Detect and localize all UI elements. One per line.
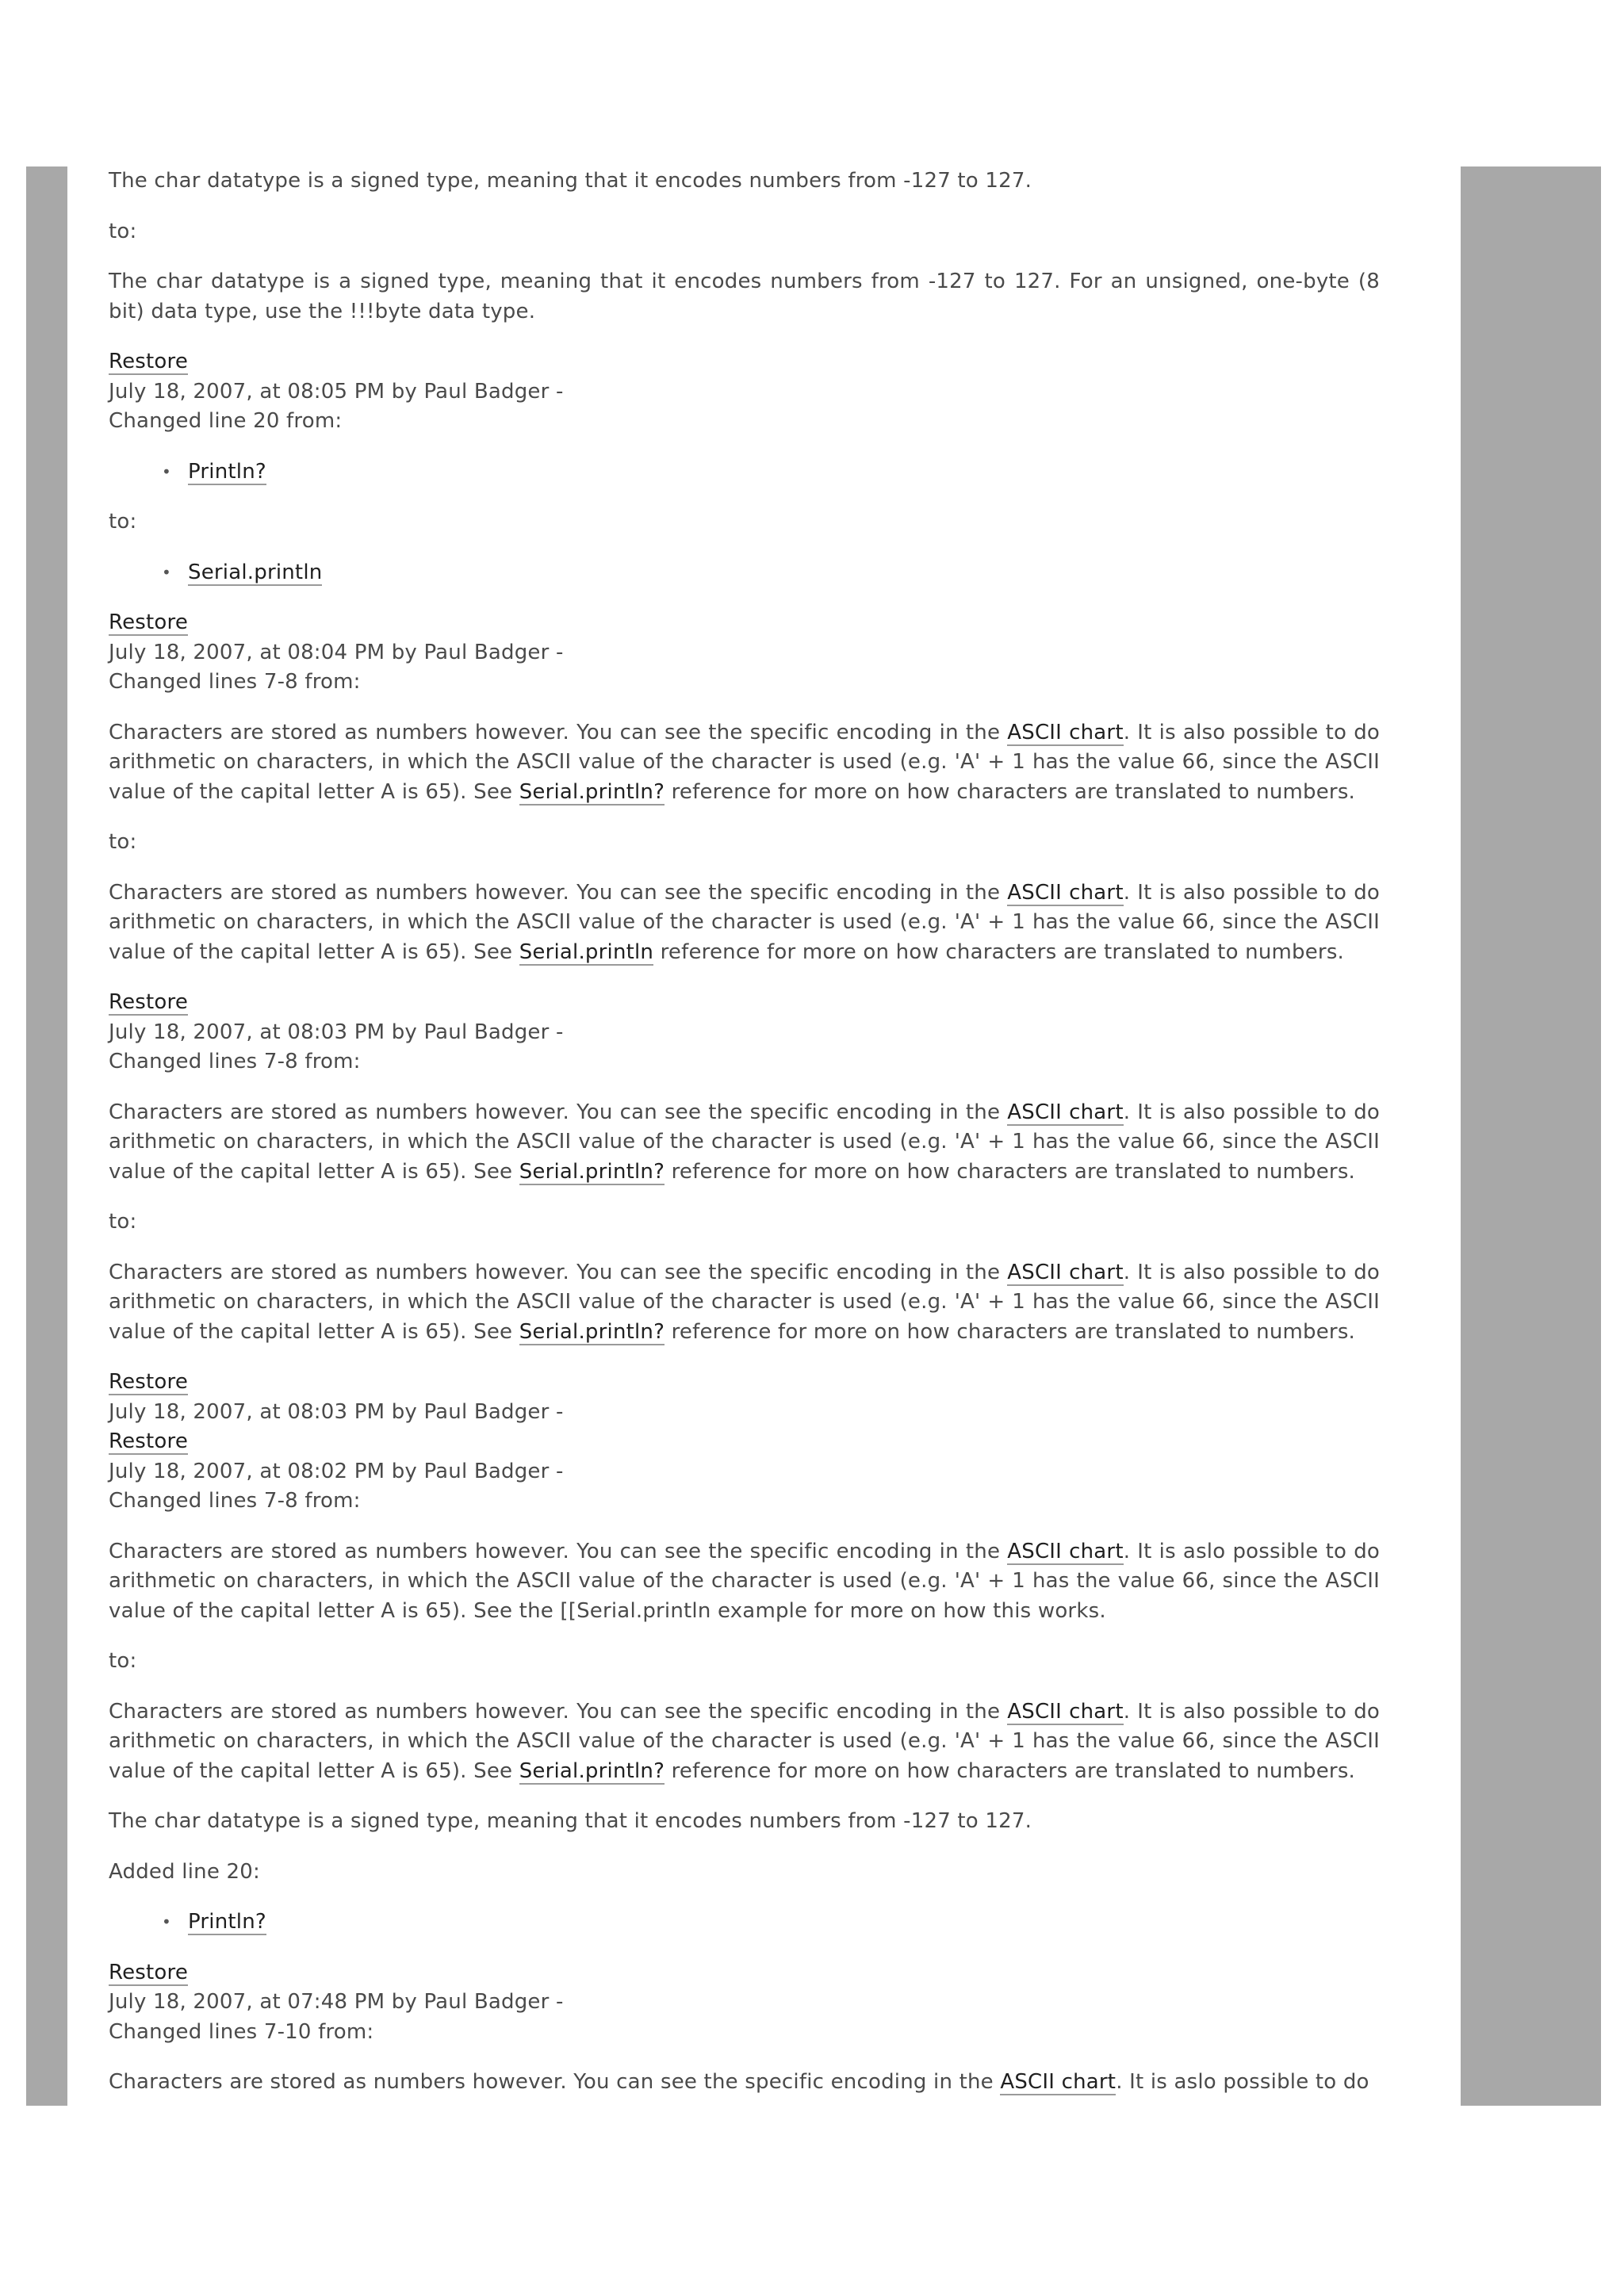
revision-entry [109, 1427, 1380, 1517]
reference-link[interactable]: ASCII chart [1007, 720, 1124, 744]
paragraph [109, 828, 1380, 858]
reference-link[interactable]: ASCII chart [1007, 880, 1124, 905]
reference-link[interactable]: Serial.println? [519, 1758, 665, 1783]
restore-line [109, 1958, 1380, 1988]
bullet-list [109, 457, 1380, 488]
revision-meta: July 18, 2007, at 08:04 PM by Paul Badger - [109, 640, 564, 664]
change-description: Changed lines 7-8 from: [109, 1050, 361, 1073]
paragraph-text: . It is aslo possible to do [1116, 2070, 1369, 2094]
paragraph [109, 718, 1380, 808]
reference-link[interactable]: Println? [188, 459, 266, 484]
paragraph-text: reference for more on how characters are translated to numbers. [665, 1319, 1356, 1344]
paragraph [109, 1098, 1380, 1188]
restore-link[interactable]: Restore [109, 1960, 189, 1984]
revision-meta: July 18, 2007, at 08:03 PM by Paul Badger - [109, 1399, 564, 1424]
revision-meta: July 18, 2007, at 08:02 PM by Paul Badger - [109, 1459, 564, 1483]
reference-link[interactable]: Println? [188, 1910, 266, 1934]
paragraph-text: Characters are stored as numbers however. You can see the specific encoding in the [109, 1539, 1008, 1563]
change-description: Changed line 20 from: [109, 409, 343, 433]
paragraph-text: . It is also possible to do arithmetic on characters, in which the ASCII value of the character is used (e.g. 'A' + 1 has the value 66, since the ASCII value of the capital letter A is 65). See [109, 1699, 1381, 1783]
paragraph [109, 507, 1380, 538]
paragraph [109, 1258, 1380, 1348]
reference-link[interactable]: Serial.println [519, 939, 654, 964]
change-description: Changed lines 7-8 from: [109, 1489, 361, 1513]
paragraph-text: to: [109, 510, 137, 534]
paragraph-text: reference for more on how characters are translated to numbers. [665, 1159, 1356, 1184]
restore-line [109, 988, 1380, 1018]
restore-line [109, 347, 1380, 377]
revision-entry [109, 347, 1380, 437]
reference-link[interactable]: Serial.println? [519, 1159, 665, 1184]
restore-link[interactable]: Restore [109, 1429, 189, 1453]
paragraph-text: Characters are stored as numbers however. You can see the specific encoding in the [109, 1260, 1008, 1284]
change-description: Changed lines 7-10 from: [109, 2019, 374, 2044]
restore-link[interactable]: Restore [109, 350, 189, 373]
revision-meta: July 18, 2007, at 08:05 PM by Paul Badger - [109, 379, 564, 404]
paragraph [109, 2068, 1380, 2098]
right-sidebar-bar [1461, 166, 1601, 2106]
paragraph-text: . It is also possible to do arithmetic on characters, in which the ASCII value of the character is used (e.g. 'A' + 1 has the value 66, since the ASCII value of the capital letter A is 65). See [109, 1100, 1381, 1184]
paragraph [109, 1697, 1380, 1787]
paragraph-text: reference for more on how characters are translated to numbers. [665, 1758, 1356, 1783]
paragraph-text: Characters are stored as numbers however. You can see the specific encoding in the [109, 1100, 1008, 1124]
restore-link[interactable]: Restore [109, 610, 189, 634]
revision-entry [109, 1368, 1380, 1427]
paragraph-text: to: [109, 1649, 137, 1673]
revision-meta: July 18, 2007, at 07:48 PM by Paul Badger - [109, 1990, 564, 2014]
paragraph [109, 217, 1380, 247]
paragraph-text: The char datatype is a signed type, meaning that it encodes numbers from -127 to 127. For an unsigned, one-byte (8 bit) data type, use the !!!byte data type. [109, 270, 1380, 323]
paragraph-text: Characters are stored as numbers however. You can see the specific encoding in the [109, 880, 1008, 905]
paragraph-text: The char datatype is a signed type, meaning that it encodes numbers from -127 to 127. [109, 169, 1032, 193]
paragraph-text: Characters are stored as numbers however. You can see the specific encoding in the [109, 720, 1008, 744]
paragraph-text: Characters are stored as numbers however. You can see the specific encoding in the [109, 1699, 1008, 1724]
restore-link[interactable]: Restore [109, 990, 189, 1014]
paragraph [109, 267, 1380, 327]
bullet-list [109, 1908, 1380, 1938]
paragraph-text: . It is also possible to do arithmetic on characters, in which the ASCII value of the character is used (e.g. 'A' + 1 has the value 66, since the ASCII value of the capital letter A is 65). See [109, 880, 1381, 964]
restore-line [109, 1368, 1380, 1398]
left-sidebar-bar [26, 166, 67, 2106]
page-history-content [109, 166, 1380, 2118]
revision-entry [109, 988, 1380, 1077]
paragraph-text: to: [109, 219, 137, 243]
paragraph-text: Characters are stored as numbers however. You can see the specific encoding in the [109, 2070, 1001, 2094]
change-description: Changed lines 7-8 from: [109, 670, 361, 694]
bullet-list [109, 558, 1380, 588]
restore-link[interactable]: Restore [109, 1370, 189, 1394]
reference-link[interactable]: ASCII chart [1000, 2070, 1116, 2094]
reference-link[interactable]: Serial.println [188, 560, 323, 584]
list-item [188, 457, 1380, 488]
reference-link[interactable]: ASCII chart [1007, 1260, 1124, 1284]
paragraph-text: to: [109, 830, 137, 854]
reference-link[interactable]: ASCII chart [1007, 1699, 1124, 1724]
revision-entry [109, 608, 1380, 698]
reference-link[interactable]: ASCII chart [1007, 1100, 1124, 1124]
paragraph-text: Added line 20: [109, 1859, 260, 1884]
paragraph [109, 878, 1380, 968]
list-item [188, 558, 1380, 588]
paragraph-text: The char datatype is a signed type, meaning that it encodes numbers from -127 to 127. [109, 1809, 1032, 1833]
paragraph [109, 1207, 1380, 1238]
paragraph [109, 1647, 1380, 1677]
revision-entry [109, 1958, 1380, 2048]
paragraph [109, 1807, 1380, 1837]
paragraph-text: . It is also possible to do arithmetic on characters, in which the ASCII value of the character is used (e.g. 'A' + 1 has the value 66, since the ASCII value of the capital letter A is 65). See [109, 720, 1381, 804]
reference-link[interactable]: Serial.println? [519, 779, 665, 804]
paragraph-text: . It is also possible to do arithmetic on characters, in which the ASCII value of the character is used (e.g. 'A' + 1 has the value 66, since the ASCII value of the capital letter A is 65). See [109, 1260, 1381, 1344]
paragraph [109, 1858, 1380, 1888]
paragraph-text: to: [109, 1210, 137, 1234]
paragraph-text: reference for more on how characters are translated to numbers. [653, 939, 1345, 964]
reference-link[interactable]: ASCII chart [1007, 1539, 1124, 1563]
paragraph-text: reference for more on how characters are translated to numbers. [665, 779, 1356, 804]
reference-link[interactable]: Serial.println? [519, 1319, 665, 1344]
revision-meta: July 18, 2007, at 08:03 PM by Paul Badger - [109, 1020, 564, 1044]
list-item [188, 1908, 1380, 1938]
restore-line [109, 1427, 1380, 1457]
paragraph [109, 1537, 1380, 1627]
restore-line [109, 608, 1380, 638]
paragraph [109, 166, 1380, 197]
paragraph-text: . It is aslo possible to do arithmetic on characters, in which the ASCII value of the character is used (e.g. 'A' + 1 has the value 66, since the ASCII value of the capital letter A is 65). See the [[Serial.println example for more on how this works. [109, 1539, 1381, 1623]
